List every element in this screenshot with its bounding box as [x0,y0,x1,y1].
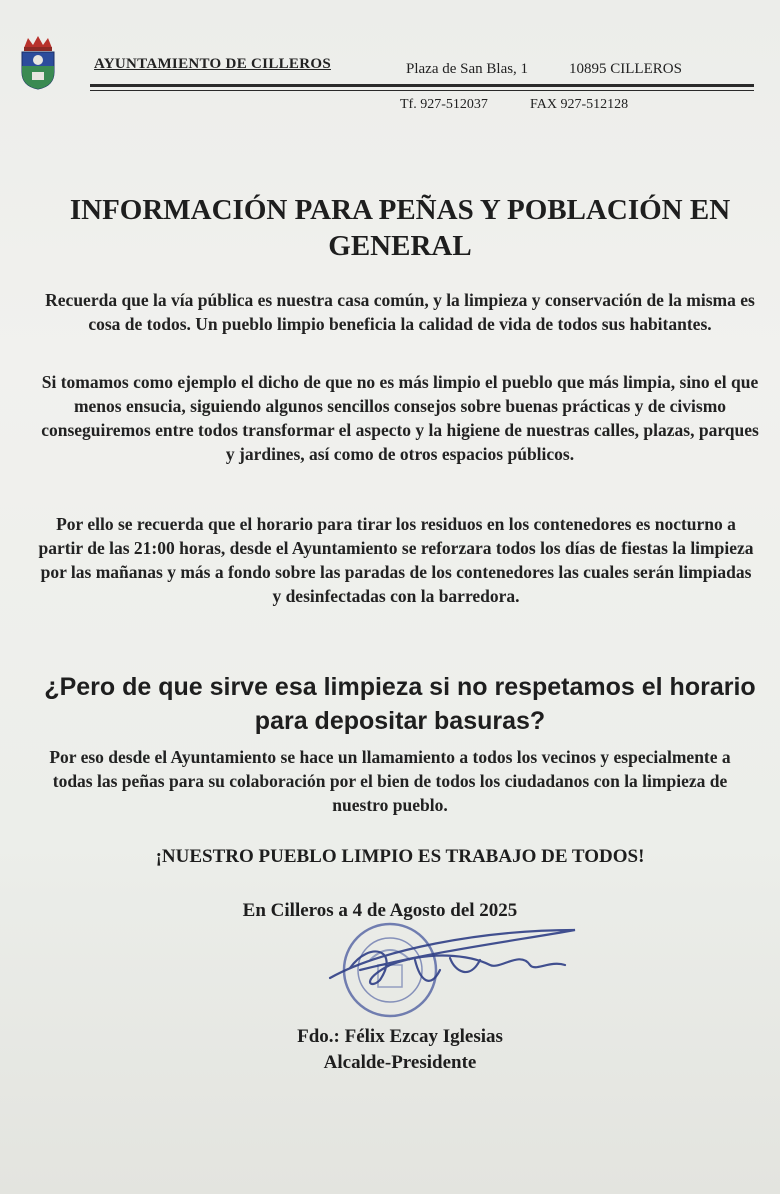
address: Plaza de San Blas, 1 [406,61,529,77]
header-rule-thin [90,90,754,91]
fax-number: FAX 927-512128 [530,97,629,112]
paragraph-civism: Si tomamos como ejemplo el dicho de que no es más limpio el pueblo que más limpia, sino el que menos ensucia, siguiendo algunos sencillos consejos sobre buenas prácticas y de civismo conseguiremos entre todos transformar el aspecto y la higiene de nuestras calles, plazas, parques y jardines, así como de otros espacios públicos. [41,372,759,464]
official-seal-icon [320,910,580,1030]
municipality-name: AYUNTAMIENTO DE CILLEROS [94,56,331,72]
paragraph-schedule: Por ello se recuerda que el horario para tirar los residuos en los contenedores es nocturno a partir de las 21:00 horas, desde el Ayuntamiento se reforzara todos los días de fiestas la limpieza por las mañanas y más a fondo sobre las paradas de los contenedores las cuales serán limpiadas y desinfectadas con la barredora. [38,514,754,606]
date-line: En Cilleros a 4 de Agosto del 2025 [242,900,518,921]
phone-number: Tf. 927-512037 [400,97,488,112]
paragraph-appeal: Por eso desde el Ayuntamiento se hace un llamamiento a todos los vecinos y especialmente a todas las peñas para su colaboración por el bien de todos los ciudadanos con la limpieza de nuestro pueblo. [49,747,731,815]
document-title: INFORMACIÓN PARA PEÑAS Y POBLACIÓN EN GENERAL [69,194,731,262]
signer-block [220,1024,580,1076]
coat-of-arms-icon [16,34,60,90]
signer-role: Alcalde-Presidente [323,1052,477,1073]
header-rule-thick [90,84,754,87]
signer-name: Fdo.: Félix Ezcay Iglesias [297,1026,503,1047]
paragraph-public-space: Recuerda que la vía pública es nuestra casa común, y la limpieza y conservación de la misma es cosa de todos. Un pueblo limpio beneficia la calidad de vida de todos sus habitantes. [45,290,755,334]
handwritten-signature-icon [330,930,575,984]
slogan: ¡NUESTRO PUEBLO LIMPIO ES TRABAJO DE TODOS! [155,846,645,867]
letterhead [0,0,780,120]
question-heading: ¿Pero de que sirve esa limpieza si no respetamos el horario para depositar basuras? [44,673,756,735]
postal-code: 10895 CILLEROS [569,61,682,77]
